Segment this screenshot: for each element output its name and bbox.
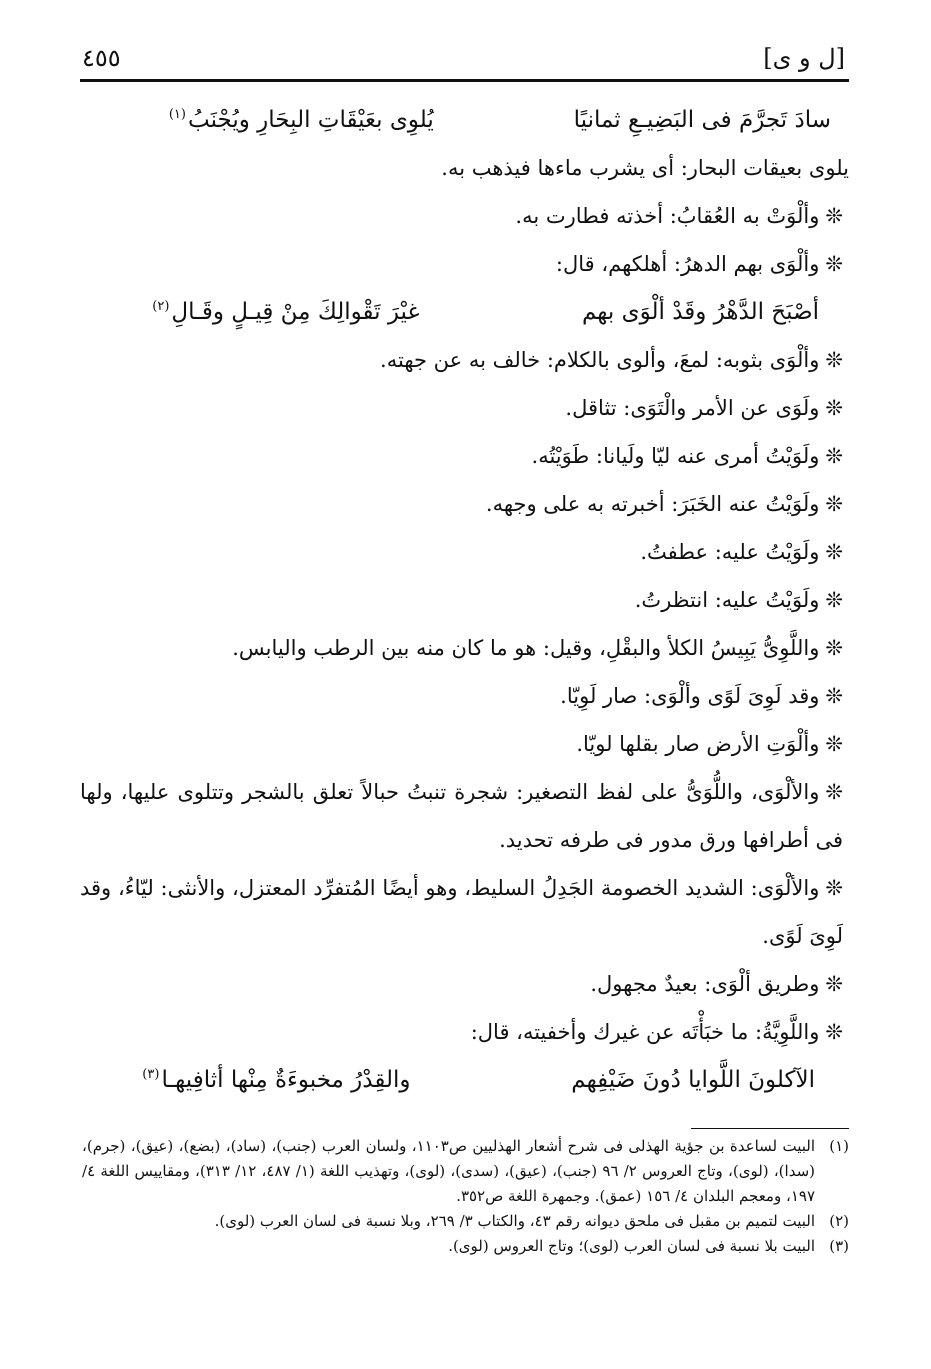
footnote-text: البيت بلا نسبة فى لسان العرب (لوى)؛ وتاج العروس (لوى). [448, 1237, 815, 1255]
entry-text: وقد لَوِىَ لَوًى وألْوَى: صار لَوِيّا. [560, 684, 820, 708]
entry-paragraph [80, 528, 849, 576]
asterisk-icon: ❊ [825, 636, 843, 660]
asterisk-icon: ❊ [825, 348, 843, 372]
entry-paragraph [80, 624, 849, 672]
verse-hemistich-text: والقِدْرُ مخبوءَةٌ مِنْها أثافِيهـا [161, 1067, 411, 1093]
entry-paragraph [80, 480, 849, 528]
verse-hemistich-second [80, 1067, 485, 1093]
verse-hemistich-second [80, 299, 480, 325]
entry-paragraph [80, 864, 849, 960]
footnote-number: (٢) [829, 1212, 849, 1230]
footnote [82, 1134, 849, 1209]
footnotes [82, 1134, 849, 1259]
footnote-marker: (٢) [152, 299, 170, 314]
entry-text: ولَوَيْتُ أمرى عنه ليّا ولَيانا: طَوَيْتُه. [531, 444, 820, 468]
entry-paragraph [80, 1008, 849, 1056]
asterisk-icon: ❊ [825, 444, 843, 468]
verse-hemistich-first: الآكلونَ اللَّوايا دُونَ ضَيْفِهم [571, 1067, 815, 1093]
entry-paragraph [80, 576, 849, 624]
verse-line [80, 288, 849, 336]
footnote-number: (١) [829, 1137, 849, 1155]
footnote [82, 1234, 849, 1259]
entry-text: واللَّوِيَّةُ: ما خبَأْتَه عن غيرك وأخفيته، قال: [470, 1020, 820, 1044]
asterisk-icon: ❊ [825, 972, 843, 996]
verse-hemistich-first: أصْبَحَ الدَّهْرُ وقَدْ ألْوَى بهم [581, 299, 819, 325]
footnote [82, 1209, 849, 1234]
entry-paragraph [80, 432, 849, 480]
entry-text: والألْوَى: الشديد الخصومة الجَدِلُ السليط، وهو أيضًا المُتفرِّد المعتزل، والأنثى: ليّاءُ، وقد لَوِىَ لَوًى. [80, 876, 843, 948]
footnote-marker: (٣) [142, 1067, 160, 1082]
entry-paragraph: يلوى بعيقات البحار: أى يشرب ماءها فيذهب به. [441, 156, 849, 180]
entry-paragraph [80, 240, 849, 288]
entry-text: وألْوَتِ الأرض صار بقلها لويّا. [576, 732, 820, 756]
entry-text: ولَوَيْتُ عليه: انتظرتُ. [634, 588, 820, 612]
verse-hemistich-second [80, 107, 474, 133]
entry-paragraph [80, 672, 849, 720]
entry-text: ولَوَيْتُ عليه: عطفتُ. [640, 540, 820, 564]
entry-paragraph [80, 960, 849, 1008]
entry-paragraph [80, 768, 849, 864]
asterisk-icon: ❊ [825, 684, 843, 708]
asterisk-icon: ❊ [825, 780, 843, 804]
asterisk-icon: ❊ [825, 1020, 843, 1044]
entry-text: والألْوَى، واللُّوَىُّ على لفظ التصغير: شجرة تنبتُ حبالاً تعلق بالشجر وتتلوى عليها، ولها فى أطرافها ورق مدور فى طرفه تحديد. [80, 780, 843, 852]
asterisk-icon: ❊ [825, 252, 843, 276]
footnote-text: البيت لساعدة بن جؤية الهذلى فى شرح أشعار الهذليين ص١١٠٣، ولسان العرب (جنب)، (ساد)، (بضع)، (عيق)، (جرم)، (سدا)، (لوى)، وتاج العروس ٢/ ٩٦ (جنب)، (عيق)، (سدى)، (لوى)، وتهذيب اللغة (١/ ٤٨٧، ١٢/ ٣١٣)، ومقاييس اللغة ٤/ ١٩٧، ومعجم البلدان ٤/ ١٥٦ (عمق). وجمهرة اللغة ص٣٥٢. [82, 1137, 815, 1205]
entry-text: ولَوَى عن الأمر والْتَوَى: تثاقل. [565, 396, 820, 420]
footnote-number: (٣) [829, 1237, 849, 1255]
entry-text: وألْوَى بهم الدهرُ: أهلكهم، قال: [555, 252, 820, 276]
verse-hemistich-text: غيْرَ تَقْوالِكَ مِنْ قِيـلٍ وقَـالِ [171, 299, 420, 325]
entry-text: وطريق ألْوَى: بعيدٌ مجهول. [590, 972, 820, 996]
main-text [80, 96, 849, 1104]
verse-hemistich-text: يُلوِى بعَيْقَاتِ البِحَارِ ويُجْنَبُ [187, 107, 434, 133]
asterisk-icon: ❊ [825, 540, 843, 564]
entry-text: واللَّوِىُّ يَبِيسُ الكلأ والبقْلِ، وقيل: هو ما كان منه بين الرطب واليابس. [232, 636, 820, 660]
entry-paragraph [80, 336, 849, 384]
asterisk-icon: ❊ [825, 204, 843, 228]
verse-hemistich-first: سادَ تَجرَّمَ فى البَضِيـعِ ثمانيًا [573, 107, 831, 133]
footnote-marker: (١) [168, 107, 186, 122]
asterisk-icon: ❊ [825, 732, 843, 756]
asterisk-icon: ❊ [825, 492, 843, 516]
asterisk-icon: ❊ [825, 588, 843, 612]
footnote-separator [691, 1128, 849, 1129]
header-rule [80, 79, 849, 82]
entry-paragraph [80, 720, 849, 768]
entry-paragraph [80, 384, 849, 432]
verse-line [80, 1056, 849, 1104]
entry-text: ولَوَيْتُ عنه الخَبَرَ: أخبرته به على وجهه. [485, 492, 820, 516]
asterisk-icon: ❊ [825, 876, 843, 900]
page-number: ٤٥٥ [82, 44, 121, 72]
asterisk-icon: ❊ [825, 396, 843, 420]
entry-text: وألْوَتْ به العُقابُ: أخذته فطارت به. [515, 204, 820, 228]
entry-paragraph [80, 192, 849, 240]
footnote-text: البيت لتميم بن مقبل فى ملحق ديوانه رقم ٤٣، والكتاب ٣/ ٢٦٩، وبلا نسبة فى لسان العرب (لوى). [214, 1212, 815, 1230]
entry-text: وألْوَى بثوبه: لمعَ، وألوى بالكلام: خالف به عن جهته. [380, 348, 820, 372]
verse-line [80, 96, 849, 144]
section-header: [ل و ى] [763, 44, 845, 72]
